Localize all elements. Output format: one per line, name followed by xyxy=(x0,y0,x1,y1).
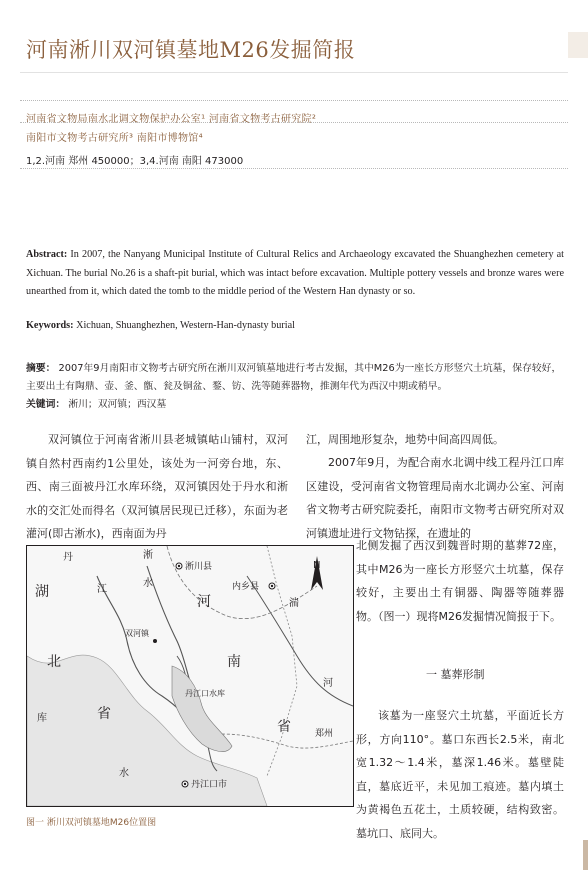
map-shui-2: 水 xyxy=(119,768,129,779)
title-rule xyxy=(20,72,568,73)
map-shui: 水 xyxy=(143,578,153,589)
author-rule-mid xyxy=(20,122,568,123)
author-rule-bottom xyxy=(20,168,568,169)
map-hubei-1: 湖 xyxy=(35,584,49,600)
map-neixiang: 内乡县 xyxy=(232,582,260,592)
body-left-paragraph: 双河镇位于河南省淅川县老城镇岵山铺村，双河镇自然村西南约1公里处，该处为一河旁台地，东、西、南三面被丹江水库环绕，双河镇因处于丹水和淅水的交汇处而得名（双河镇居民现已迁移），东面为老灌河(即古淅水)，西南面为丹 xyxy=(26,433,288,540)
map-xichuan: 淅川县 xyxy=(185,562,213,572)
map-danjiangkou: 丹江口市 xyxy=(191,780,228,790)
section-paragraph: 该墓为一座竖穴土坑墓，平面近长方形，方向110°。墓口东西长2.5米，南北宽1.32～1.4米，墓深1.46米。墓壁陡直，墓底近平，未见加工痕迹。墓内填土为黄褐色五花土，土质较硬，结构致密。墓坑口、底同大。 xyxy=(356,709,564,840)
keywords-text: Xichuan, Shuanghezhen, Western-Han-dynasty burial xyxy=(76,320,295,331)
map-henan-1: 河 xyxy=(197,594,211,610)
keywords-cn-label: 关键词 xyxy=(26,399,56,410)
figure-caption: 图一 淅川双河镇墓地M26位置图 xyxy=(26,818,157,828)
body-right-paragraph-2-bottom: 北侧发掘了西汉到魏晋时期的墓葬72座，其中M26为一座长方形竖穴土坑墓，保存较好，主要出土有铜器、陶器等随葬器物。（图一）现将M26发掘情况简报于下。 xyxy=(356,539,564,623)
author-line-2: 南阳市文物考古研究所³ 南阳市博物馆⁴ xyxy=(26,133,203,144)
abstract-text: In 2007, the Nanyang Municipal Institute of Cultural Relics and Archaeology excavated the Shuanghezhen cemetery at Xichuan. The burial No.26 is a shaft-pit burial, which was intact before excavation. Multiple pottery vessels and bronze wares were unearthed from it, which dated the tomb to the middle period of the Western Han dynasty or so. xyxy=(26,249,564,297)
map-dan: 丹 xyxy=(63,552,73,563)
keywords-cn-text: 淅川；双河镇；西汉墓 xyxy=(68,399,167,410)
map-hubei-2: 北 xyxy=(47,654,61,670)
map-ku: 库 xyxy=(37,713,47,724)
article-title: 河南淅川双河镇墓地M26发掘简报 xyxy=(26,38,356,62)
map-henan-2: 南 xyxy=(227,654,241,670)
abstract-en: Abstract: In 2007, the Nanyang Municipal Institute of Cultural Relics and Archaeology excavated the Shuanghezhen cemetery at Xichuan. The burial No.26 is a shaft-pit burial, which was intact before excavation. Multiple pottery vessels and bronze wares were unearthed from it, which dated the tomb to the middle period of the Western Han dynasty or so. xyxy=(26,249,564,297)
abstract-cn-text: 2007年9月南阳市文物考古研究所在淅川双河镇墓地进行考古发掘，其中M26为一座长方形竖穴土坑墓，保存较好，主要出土有陶鼎、壶、釜、甑、瓮及铜盆、鍪、钫、洗等随葬器物，推测年代为西汉中期或稍早。 xyxy=(26,363,562,392)
map-henan-3: 省 xyxy=(277,719,291,735)
page-edge-tab xyxy=(568,32,588,58)
abstract-label: Abstract xyxy=(26,249,64,260)
body-right-paragraph-1: 江，周围地形复杂，地势中间高四周低。 xyxy=(306,433,504,446)
keywords-label: Keywords xyxy=(26,320,71,331)
author-address: 1,2.河南 郑州 450000；3,4.河南 南阳 473000 xyxy=(26,156,244,167)
abstract-cn: 摘要： 2007年9月南阳市文物考古研究所在淅川双河镇墓地进行考古发掘，其中M26为一座长方形竖穴土坑墓，保存较好，主要出土有陶鼎、壶、釜、甑、瓮及铜盆、鍪、钫、洗等随葬器物，推测年代为西汉中期或稍早。 xyxy=(26,363,562,392)
section-heading: 一 墓葬形制 xyxy=(426,668,485,681)
map-jiang: 江 xyxy=(97,584,107,595)
map-zhengzhou: 郑州 xyxy=(315,729,334,739)
map-danjiangkou-reservoir: 丹江口水库 xyxy=(185,689,225,698)
keywords-cn: 关键词： 淅川；双河镇；西汉墓 xyxy=(26,399,167,410)
map-svg xyxy=(27,546,353,806)
keywords-en: Keywords: Xichuan, Shuanghezhen, Western-Han-dynasty burial xyxy=(26,320,295,331)
map-shuanghezhen: 双河镇 xyxy=(125,629,149,638)
map-north: N xyxy=(313,560,321,571)
author-line-1: 河南省文物局南水北调文物保护办公室¹ 河南省文物考古研究院² xyxy=(26,114,317,125)
map-he: 河 xyxy=(323,678,333,689)
body-right-paragraph-2-top: 2007年9月，为配合南水北调中线工程丹江口库区建设，受河南省文物管理局南水北调办公室、河南省文物考古研究院委托，南阳市文物考古研究所对双河镇遗址进行文物钻探，在遗址的 xyxy=(306,456,564,540)
abstract-cn-label: 摘要 xyxy=(26,363,46,374)
location-map xyxy=(26,545,354,807)
map-xi: 淅 xyxy=(143,550,153,561)
page-edge-marker xyxy=(583,840,588,870)
author-rule-top xyxy=(20,100,568,101)
map-hubei-3: 省 xyxy=(97,706,111,722)
map-chang: 湍 xyxy=(289,598,299,609)
